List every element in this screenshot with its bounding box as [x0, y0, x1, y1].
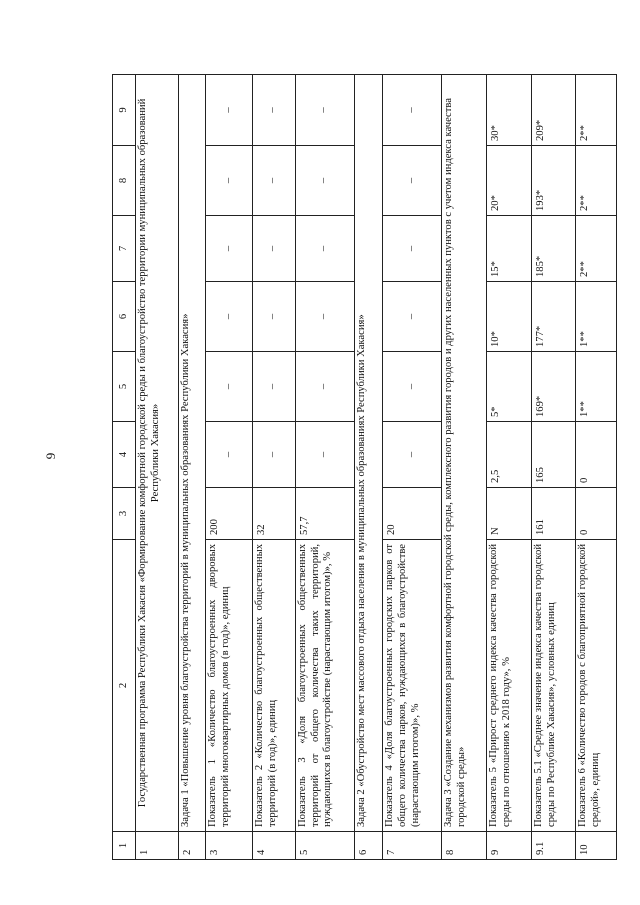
indicator-value-cell: –: [253, 75, 296, 146]
indicator-value-cell: 169*: [531, 352, 576, 422]
row-number-cell: 10: [576, 832, 617, 860]
indicator-value-cell: –: [295, 146, 355, 216]
page-number: 9: [43, 452, 58, 460]
indicator-value-cell: –: [382, 75, 442, 146]
row-number-cell: 7: [382, 832, 442, 860]
indicator-value-cell: –: [295, 216, 355, 282]
table-row: [295, 75, 355, 860]
indicator-value-cell: 10*: [487, 282, 532, 352]
indicator-value-cell: 30*: [487, 75, 532, 146]
row-number-cell: 1: [136, 832, 179, 860]
indicator-name-cell: Показатель 6 «Количество городов с благоприятной городской средой», единиц: [576, 540, 617, 832]
indicator-value-cell: 161: [531, 488, 576, 540]
indicator-value-cell: –: [206, 146, 253, 216]
indicator-value-cell: 1**: [576, 282, 617, 352]
program-title-cell: Государственная программа Республики Хакасия «Формирование комфортной городской среды и благоустройство территории муниципальных образований Республики Хакасия»: [136, 75, 179, 832]
indicator-value-cell: –: [382, 422, 442, 488]
indicator-name-cell: Показатель 5 «Прирост среднего индекса качества городской среды по отношению к 2018 году», %: [487, 540, 532, 832]
table-row: [487, 75, 532, 860]
indicator-value-cell: –: [382, 216, 442, 282]
indicator-value-cell: 15*: [487, 216, 532, 282]
header-cell: 5: [113, 352, 136, 422]
table-section-row: [442, 75, 487, 860]
indicator-name-cell: Показатель 1 «Количество благоустроенных дворовых территорий многоквартирных домов (в год)», единиц: [206, 540, 253, 832]
row-number-cell: 6: [355, 832, 383, 860]
indicator-value-cell: 2,5: [487, 422, 532, 488]
header-cell: 4: [113, 422, 136, 488]
table-row: [253, 75, 296, 860]
indicator-value-cell: –: [295, 352, 355, 422]
header-cell: 9: [113, 75, 136, 146]
indicator-value-cell: 165: [531, 422, 576, 488]
indicator-value-cell: 200: [206, 488, 253, 540]
indicator-value-cell: 1**: [576, 352, 617, 422]
row-number-cell: 8: [442, 832, 487, 860]
table-row: [382, 75, 442, 860]
indicator-value-cell: –: [253, 422, 296, 488]
indicator-value-cell: 177*: [531, 282, 576, 352]
indicator-value-cell: –: [206, 282, 253, 352]
row-number-cell: 9: [487, 832, 532, 860]
table-body: [136, 75, 617, 860]
indicator-value-cell: 20*: [487, 146, 532, 216]
indicator-value-cell: 5*: [487, 352, 532, 422]
indicator-value-cell: –: [253, 146, 296, 216]
table-section-row: [136, 75, 179, 860]
indicator-value-cell: –: [295, 282, 355, 352]
indicator-value-cell: –: [382, 146, 442, 216]
indicator-value-cell: –: [382, 352, 442, 422]
indicator-value-cell: 2**: [576, 75, 617, 146]
row-number-cell: 3: [206, 832, 253, 860]
table-row: [206, 75, 253, 860]
header-cell: 1: [113, 832, 136, 860]
row-number-cell: 9.1: [531, 832, 576, 860]
indicator-value-cell: 20: [382, 488, 442, 540]
indicator-value-cell: 2**: [576, 146, 617, 216]
indicator-value-cell: –: [253, 216, 296, 282]
indicator-value-cell: –: [253, 352, 296, 422]
header-cell: 3: [113, 488, 136, 540]
row-number-cell: 5: [295, 832, 355, 860]
indicator-value-cell: 193*: [531, 146, 576, 216]
indicator-value-cell: –: [295, 75, 355, 146]
indicator-value-cell: –: [206, 75, 253, 146]
header-cell: 7: [113, 216, 136, 282]
indicator-value-cell: N: [487, 488, 532, 540]
indicator-value-cell: 32: [253, 488, 296, 540]
indicator-value-cell: –: [253, 282, 296, 352]
indicator-name-cell: Показатель 5.1 «Среднее значение индекса качества городской среды по Республике Хакасия», условных единиц: [531, 540, 576, 832]
indicator-value-cell: 185*: [531, 216, 576, 282]
row-number-cell: 2: [178, 832, 206, 860]
indicator-value-cell: –: [206, 422, 253, 488]
indicator-name-cell: Показатель 3 «Доля благоустроенных общественных территорий от общего количества таких территорий, нуждающихся в благоустройстве (нарастающим итогом)», %: [295, 540, 355, 832]
indicator-value-cell: 0: [576, 488, 617, 540]
indicator-value-cell: 57,7: [295, 488, 355, 540]
task-title-cell: Задача 1 «Повышение уровня благоустройства территорий в муниципальных образованиях Республики Хакасия»: [178, 75, 206, 832]
indicator-value-cell: 2**: [576, 216, 617, 282]
table-row: [531, 75, 576, 860]
table-section-row: [355, 75, 383, 860]
indicator-name-cell: Показатель 2 «Количество благоустроенных общественных территорий (в год)», единиц: [253, 540, 296, 832]
indicator-value-cell: –: [206, 352, 253, 422]
indicator-value-cell: 0: [576, 422, 617, 488]
indicator-value-cell: –: [382, 282, 442, 352]
rotated-table-container: [112, 75, 617, 860]
header-cell: 8: [113, 146, 136, 216]
header-cell: 6: [113, 282, 136, 352]
indicator-value-cell: 209*: [531, 75, 576, 146]
table-section-row: [178, 75, 206, 860]
indicator-value-cell: –: [295, 422, 355, 488]
header-cell: 2: [113, 540, 136, 832]
table-row: [576, 75, 617, 860]
row-number-cell: 4: [253, 832, 296, 860]
indicator-value-cell: –: [206, 216, 253, 282]
task-title-cell: Задача 3 «Создание механизмов развития комфортной городской среды, комплексного развития городов и других населенных пунктов с учетом индекса качества городской среды»: [442, 75, 487, 832]
task-title-cell: Задача 2 «Обустройство мест массового отдыха населения в муниципальных образованиях Республики Хакасия»: [355, 75, 383, 832]
indicators-table: [112, 74, 617, 860]
header-row: [113, 75, 136, 860]
indicator-name-cell: Показатель 4 «Доля благоустроенных городских парков от общего количества парков, нуждающихся в благоустройстве (нарастающим итогом)», %: [382, 540, 442, 832]
